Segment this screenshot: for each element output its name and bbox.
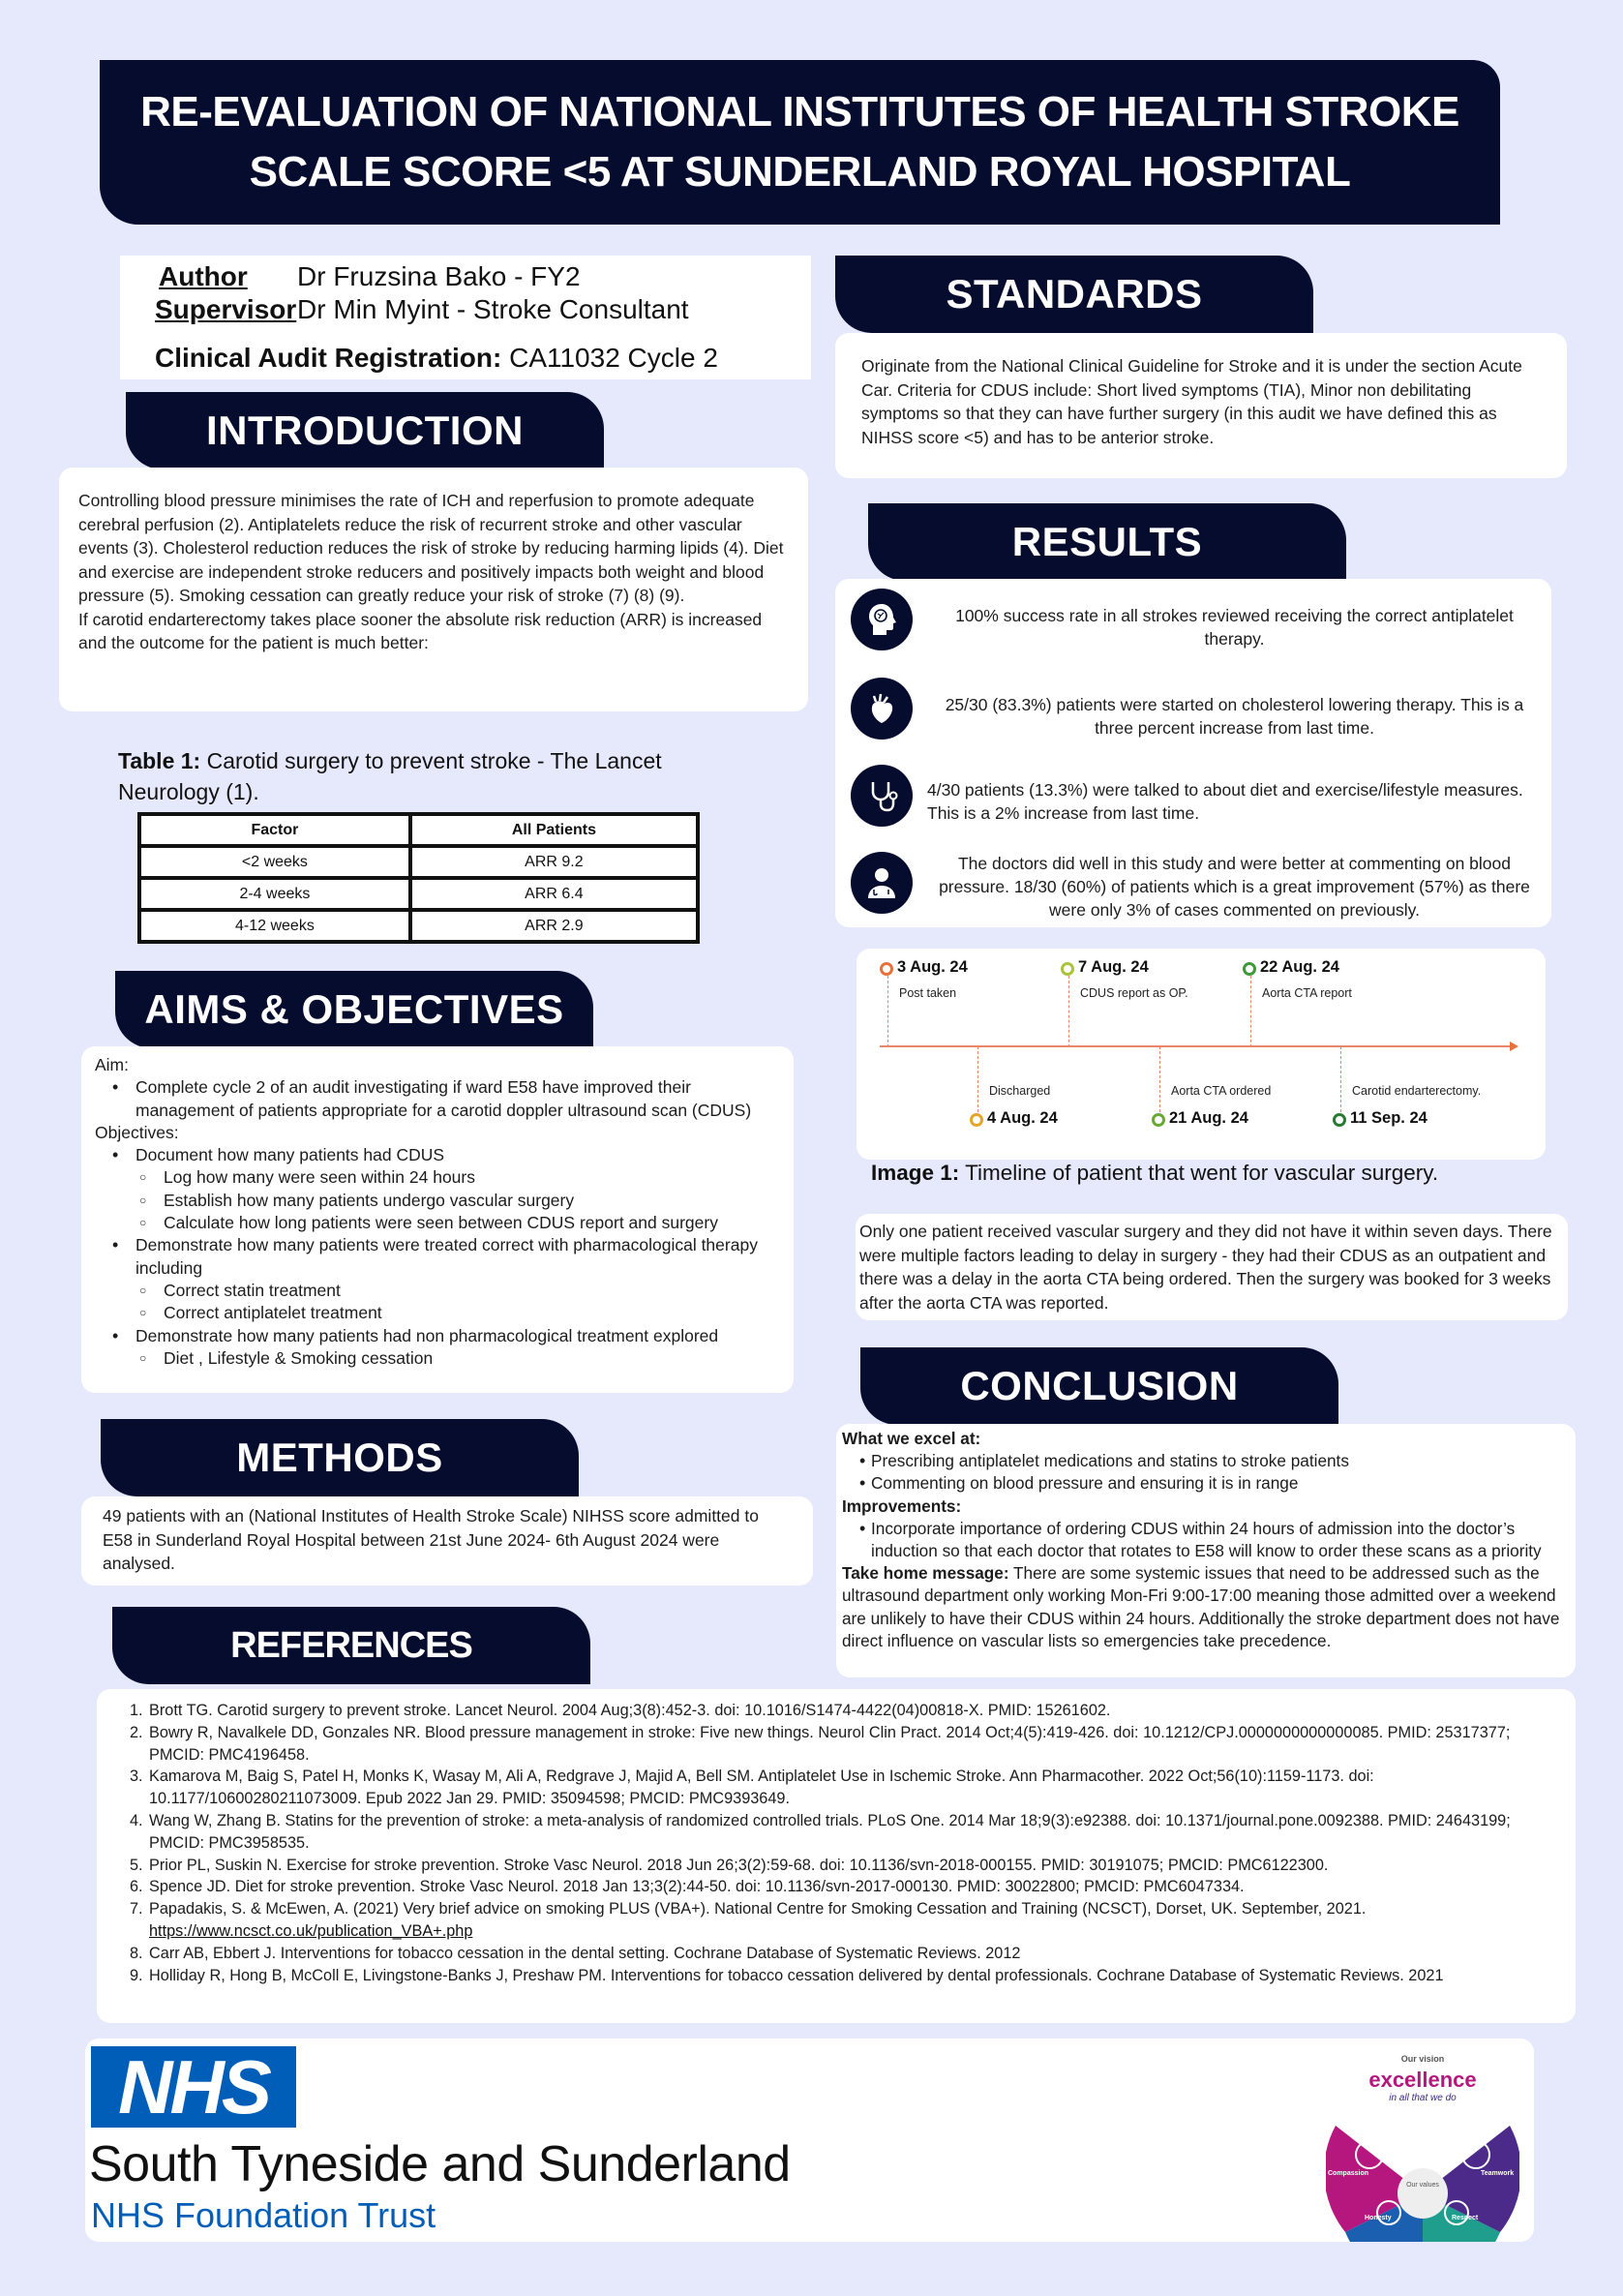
objective-subitem: ○ Correct statin treatment (135, 1280, 780, 1302)
objectives-list (95, 1144, 780, 1370)
timeline-pin-icon (880, 962, 893, 976)
objective-sublist (135, 1166, 780, 1234)
timeline-connector (1068, 976, 1069, 1047)
table-header-row (139, 814, 698, 846)
aims-card (81, 1046, 794, 1393)
doctor-icon (851, 852, 913, 914)
reference-number: 3. (130, 1767, 143, 1786)
objectives-label: Objectives: (95, 1122, 179, 1142)
introduction-heading-text: INTRODUCTION (206, 408, 524, 453)
objective-text: Demonstrate how many patients had non pharmacological treatment explored (135, 1325, 719, 1345)
excel-item: • Prescribing antiplatelet medications and statins to stroke patients (842, 1450, 1570, 1472)
timeline-label: Discharged (989, 1084, 1051, 1098)
introduction-heading (126, 392, 604, 469)
vision-label: Our vision (1400, 2054, 1445, 2064)
table-row (139, 910, 698, 942)
aims-heading-text: AIMS & OBJECTIVES (144, 986, 564, 1032)
reference-item (130, 1876, 1543, 1898)
arr-table (137, 812, 700, 944)
title-line-2: SCALE SCORE <5 AT SUNDERLAND ROYAL HOSPITAL (249, 148, 1351, 196)
introduction-paragraph: Controlling blood pressure minimises the rate of ICH and reperfusion to promote adequate cerebral perfusion (2). Antiplatelets reduce the risk of recurrent stroke and other vascular events (3). Cholesterol reduction reduces the risk of stroke by reducing harming lipids (4). Diet and exercise are independent stroke reducers and positively impacts both weight and blood pressure (5). Smoking cessation can greatly reduce your risk of stroke (7) (8) (9). (78, 491, 784, 605)
supervisor-row (155, 294, 689, 325)
standards-text: Originate from the National Clinical Guideline for Stroke and it is under the section Acute Car. Criteria for CDUS include: Short lived symptoms (TIA), Minor non debilitating symptoms so that they can have further surgery (in this audit we have defined this as NIHSS score <5) and has to be anterior stroke. (861, 356, 1522, 447)
table-caption-label: Table 1: (118, 748, 201, 773)
reference-number: 2. (130, 1723, 143, 1741)
timeline-label: Aorta CTA ordered (1171, 1084, 1272, 1098)
reference-item (130, 1700, 1543, 1722)
reference-item (130, 1855, 1543, 1877)
values-center-label: Our values (1406, 2182, 1439, 2189)
author-info-box (120, 256, 811, 379)
reference-text: Bowry R, Navalkele DD, Gonzales NR. Blood pressure management in stroke: Five new things. Neurol Clin Pract. 2014 Oct;4(5):419-426. doi: 10.1212/CPJ.0000000000000085. PMID: 25317377; PMCID: PMC4196458. (149, 1723, 1511, 1764)
author-label: Author (159, 261, 248, 291)
table-row (139, 878, 698, 910)
objective-item (95, 1234, 780, 1324)
objective-subitem: ○ Correct antiplatelet treatment (135, 1302, 780, 1324)
table-header-factor: Factor (139, 814, 410, 846)
objective-item (95, 1325, 780, 1371)
timeline-description: Only one patient received vascular surgery and they did not have it within seven days. There were multiple factors leading to delay in surgery - they had their CDUS as an outpatient and there was a delay in the aorta CTA being ordered. Then the surgery was booked for 3 weeks after the aorta CTA was reported. (859, 1222, 1552, 1313)
value-teamwork: Teamwork (1481, 2170, 1515, 2177)
timeline-date: 22 Aug. 24 (1260, 958, 1339, 976)
reference-number: 1. (130, 1702, 143, 1719)
timeline-connector (977, 1046, 978, 1117)
reference-number: 6. (130, 1878, 143, 1896)
timeline-description-card (856, 1214, 1568, 1320)
reference-text: Brott TG. Carotid surgery to prevent stroke. Lancet Neurol. 2004 Aug;3(8):452-3. doi: 10.1016/S1474-4422(04)00818-X. PMID: 15261602. (149, 1702, 1111, 1719)
result-text: The doctors did well in this study and were better at commenting on blood pressure. 18/30 (60%) of patients which is a great improvement (57%) as there were only 3% of cases commented on previously. (939, 854, 1530, 920)
timeline-label: Carotid endarterectomy. (1352, 1084, 1482, 1098)
take-home-label: Take home message: (842, 1563, 1009, 1584)
take-home-text: There are some systemic issues that need to be addressed such as the ultrasound department only working Mon-Fri 9:00-17:00 meaning those admitted over a weekend are unlikely to have their CDUS within 24 hours. Additionally the stroke department does not have direct influence on vascular lists so emergencies take precedence. (842, 1563, 1560, 1650)
objective-subitem: ○ Diet , Lifestyle & Smoking cessation (135, 1347, 780, 1370)
timeline-pin-icon (970, 1113, 983, 1127)
objective-sublist (135, 1280, 780, 1325)
registration-row (155, 343, 718, 374)
aim-list (95, 1076, 780, 1122)
introduction-card (59, 468, 808, 711)
objective-sublist (135, 1347, 780, 1370)
references-card (97, 1689, 1576, 2023)
result-text: 25/30 (83.3%) patients were started on cholesterol lowering therapy. This is a three percent increase from last time. (945, 695, 1524, 738)
timeline-connector (1159, 1046, 1160, 1117)
aim-item: • Complete cycle 2 of an audit investigating if ward E58 have improved their management of patients appropriate for a carotid doppler ultrasound scan (CDUS) (95, 1076, 780, 1122)
timeline-date: 3 Aug. 24 (897, 958, 968, 976)
timeline-pin-icon (1243, 962, 1256, 976)
excel-list (842, 1450, 1570, 1495)
reference-number: 8. (130, 1944, 143, 1962)
brain-head-icon (851, 589, 913, 650)
standards-heading (835, 256, 1313, 333)
timeline-axis (857, 949, 1546, 1160)
timeline-caption-label: Image 1: (871, 1161, 960, 1185)
reference-item (130, 1965, 1543, 1987)
nhs-logo-text: NHS (118, 2044, 269, 2130)
methods-text: 49 patients with an (National Institutes of Health Stroke Scale) NIHSS score admitted to E58 in Sunderland Royal Hospital between 21st June 2024- 6th August 2024 were analysed. (103, 1506, 759, 1573)
table-cell: 4-12 weeks (139, 910, 410, 942)
objective-text: Demonstrate how many patients were treated correct with pharmacological therapy including (135, 1235, 758, 1278)
value-respect: Respect (1452, 2215, 1479, 2221)
objective-subitem: ○ Log how many were seen within 24 hours (135, 1166, 780, 1189)
conclusion-card (836, 1424, 1576, 1677)
conclusion-heading (860, 1347, 1338, 1425)
improvements-label: Improvements: (842, 1495, 962, 1516)
reference-text: Wang W, Zhang B. Statins for the prevention of stroke: a meta-analysis of randomized controlled trials. PLoS One. 2014 Mar 18;9(3):e92388. doi: 10.1371/journal.pone.0092388. PMID: 24643199; PMCID: PMC3958535. (149, 1811, 1511, 1852)
table-caption-text: Carotid surgery to prevent stroke - The Lancet Neurology (1). (118, 748, 662, 804)
results-heading-text: RESULTS (1011, 519, 1203, 564)
timeline-pin-icon (1152, 1113, 1165, 1127)
title-line-1: RE-EVALUATION OF NATIONAL INSTITUTES OF HEALTH STROKE (140, 88, 1459, 136)
timeline-date: 21 Aug. 24 (1169, 1109, 1248, 1127)
standards-card (835, 333, 1567, 478)
timeline-date: 7 Aug. 24 (1078, 958, 1149, 976)
references-heading (112, 1607, 590, 1684)
result-text: 4/30 patients (13.3%) were talked to about diet and exercise/lifestyle measures. This is a 2% increase from last time. (927, 780, 1523, 823)
footer-logo-box (85, 2039, 1534, 2242)
heart-icon (851, 678, 913, 740)
objective-item (95, 1144, 780, 1234)
nhs-logo (91, 2046, 296, 2128)
reference-text: Kamarova M, Baig S, Patel H, Monks K, Wasay M, Ali A, Redgrave J, Majid A, Bell SM. Antiplatelet Use in Ischemic Stroke. Ann Pharmacother. 2022 Oct;56(10):1159-1173. doi: 10.1177/10600280211073009. Epub 2022 Jan 29. PMID: 35094598; PMCID: PMC9393649. (149, 1767, 1374, 1808)
timeline-date: 11 Sep. 24 (1350, 1109, 1428, 1127)
table-row (139, 846, 698, 878)
timeline-date: 4 Aug. 24 (987, 1109, 1058, 1127)
objective-subitem: ○ Establish how many patients undergo vascular surgery (135, 1190, 780, 1212)
timeline-caption-text: Timeline of patient that went for vascular surgery. (959, 1161, 1439, 1185)
reference-link[interactable]: https://www.ncsct.co.uk/publication_VBA+.php (149, 1921, 473, 1940)
vision-values-graphic (1307, 2039, 1539, 2242)
methods-heading-text: METHODS (236, 1435, 443, 1480)
table-cell: ARR 2.9 (410, 910, 698, 942)
aim-label: Aim: (95, 1055, 129, 1074)
reference-text: Carr AB, Ebbert J. Interventions for tobacco cessation in the dental setting. Cochrane Database of Systematic Reviews. 2012 (149, 1944, 1021, 1962)
conclusion-heading-text: CONCLUSION (960, 1363, 1239, 1408)
reference-number: 9. (130, 1966, 143, 1984)
table-header-all-patients: All Patients (410, 814, 698, 846)
methods-heading (101, 1419, 579, 1496)
timeline-pin-icon (1061, 962, 1074, 976)
value-honesty: Honesty (1365, 2215, 1392, 2221)
registration-label: Clinical Audit Registration: (155, 343, 502, 373)
supervisor-label: Supervisor (155, 294, 297, 324)
take-home-message (842, 1562, 1570, 1652)
timeline-caption (871, 1161, 1438, 1186)
timeline-label: Aorta CTA report (1262, 986, 1352, 1000)
author-row (155, 261, 581, 292)
timeline-pin-icon (1333, 1113, 1346, 1127)
references-list (130, 1700, 1543, 1986)
poster-title-banner (100, 60, 1500, 225)
vision-headline: excellence (1368, 2068, 1477, 2092)
values-wheel-icon (1326, 2097, 1519, 2242)
table-cell: ARR 9.2 (410, 846, 698, 878)
reference-text: Prior PL, Suskin N. Exercise for stroke prevention. Stroke Vasc Neurol. 2018 Jun 26;3(2):59-68. doi: 10.1136/svn-2018-000155. PMID: 30191075; PMCID: PMC6122300. (149, 1856, 1329, 1874)
supervisor-value: Dr Min Myint - Stroke Consultant (297, 294, 689, 324)
reference-item (130, 1898, 1543, 1943)
value-compassion: Compassion (1328, 2170, 1369, 2177)
table-caption (118, 745, 737, 807)
improvements-list (842, 1518, 1570, 1562)
timeline-card (857, 949, 1546, 1160)
vision-tagline: in all that we do (1389, 2093, 1457, 2103)
methods-card (81, 1496, 813, 1586)
aims-heading (115, 971, 593, 1048)
excel-item: • Commenting on blood pressure and ensuring it is in range (842, 1472, 1570, 1495)
introduction-paragraph-2: If carotid endarterectomy takes place sooner the absolute risk reduction (ARR) is increased and the outcome for the patient is much better: (78, 609, 763, 652)
table-cell: <2 weeks (139, 846, 410, 878)
stethoscope-icon (851, 765, 913, 827)
reference-item (130, 1766, 1543, 1810)
excel-label: What we excel at: (842, 1429, 981, 1448)
timeline-connector (1250, 976, 1251, 1047)
objective-subitem: ○ Calculate how long patients were seen between CDUS report and surgery (135, 1212, 780, 1234)
timeline-connector (887, 976, 888, 1047)
registration-value: CA11032 Cycle 2 (509, 343, 718, 373)
result-text: 100% success rate in all strokes reviewed receiving the correct antiplatelet therapy. (955, 606, 1514, 649)
objective-text: Document how many patients had CDUS (135, 1145, 445, 1165)
reference-item (130, 1943, 1543, 1965)
poster-title (140, 82, 1459, 202)
reference-item (130, 1722, 1543, 1767)
references-heading-text: REFERENCES (230, 1624, 472, 1666)
reference-text: Papadakis, S. & McEwen, A. (2021) Very brief advice on smoking PLUS (VBA+). National Centre for Smoking Cessation and Training (NCSCT), Dorset, UK. September, 2021. (149, 1900, 1367, 1918)
table-cell: 2-4 weeks (139, 878, 410, 910)
results-card (835, 579, 1551, 927)
reference-text: Holliday R, Hong B, McColl E, Livingstone-Banks J, Preshaw PM. Interventions for tobacco cessation delivered by dental professionals. Cochrane Database of Systematic Reviews. 2021 (149, 1966, 1444, 1984)
reference-text: Spence JD. Diet for stroke prevention. Stroke Vasc Neurol. 2018 Jan 13;3(2):44-50. doi: 10.1136/svn-2017-000130. PMID: 30022800; PMCID: PMC6047334. (149, 1878, 1245, 1896)
timeline-label: Post taken (899, 986, 957, 1000)
timeline-connector (1340, 1046, 1341, 1117)
improvement-item: • Incorporate importance of ordering CDUS within 24 hours of admission into the doctor’s induction so that each doctor that rotates to E58 will know to order these scans as a priority (842, 1518, 1570, 1562)
timeline-label: CDUS report as OP. (1080, 986, 1188, 1000)
trust-name: South Tyneside and Sunderland (89, 2136, 791, 2192)
standards-heading-text: STANDARDS (946, 271, 1203, 317)
reference-item (130, 1810, 1543, 1855)
reference-number: 7. (130, 1900, 143, 1918)
trust-subtitle: NHS Foundation Trust (91, 2195, 436, 2235)
reference-number: 5. (130, 1856, 143, 1874)
results-heading (868, 503, 1346, 581)
reference-number: 4. (130, 1811, 143, 1829)
author-value: Dr Fruzsina Bako - FY2 (297, 261, 581, 291)
table-cell: ARR 6.4 (410, 878, 698, 910)
